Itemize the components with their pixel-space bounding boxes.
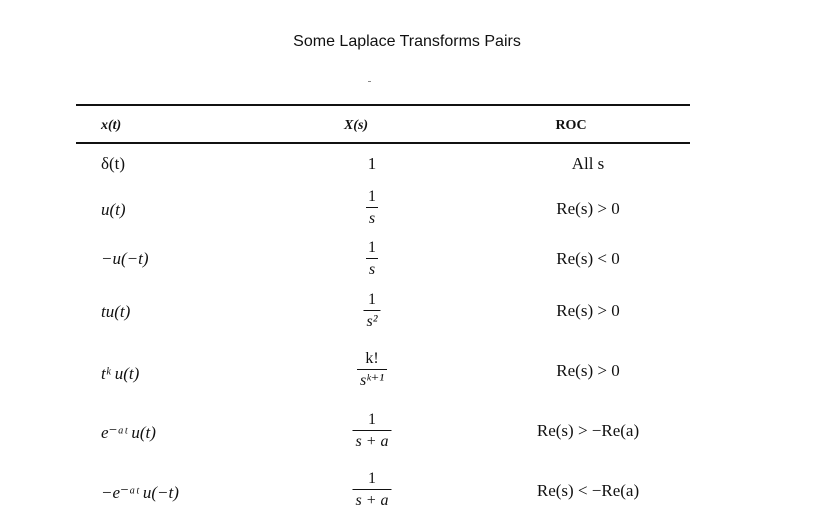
header-roc: ROC — [555, 118, 587, 133]
row-2-X — [365, 237, 379, 278]
row-2-numerator: 1 — [368, 239, 376, 256]
header-x: x(t) — [101, 118, 122, 133]
row-4-numerator: k! — [365, 350, 379, 367]
row-1-x: u(t) — [101, 200, 126, 219]
row-3-numerator: 1 — [368, 291, 376, 308]
row-6-denominator: s + a — [352, 489, 391, 509]
row-4-x: tᵏ u(t) — [101, 364, 140, 383]
stray-mark — [368, 81, 371, 82]
row-2-x: −u(−t) — [101, 249, 149, 268]
row-3-x: tu(t) — [101, 302, 131, 321]
page-title: Some Laplace Transforms Pairs — [293, 33, 521, 50]
row-0-roc: All s — [571, 154, 605, 173]
row-5-denominator: s + a — [352, 430, 391, 450]
row-2-roc: Re(s) < 0 — [556, 249, 620, 268]
row-3-X — [363, 289, 380, 330]
header-X: X(s) — [343, 118, 369, 133]
row-6-x: −e⁻ᵃᵗ u(−t) — [101, 483, 179, 502]
row-4-fraction — [357, 351, 387, 389]
row-0-X: 1 — [367, 154, 377, 173]
table-header-rule — [76, 142, 690, 144]
row-6-fraction — [352, 471, 391, 509]
row-5-X — [352, 409, 391, 450]
table-top-rule — [76, 104, 690, 106]
row-3-denominator: s² — [363, 310, 380, 330]
row-6-roc: Re(s) < −Re(a) — [536, 481, 640, 500]
row-2-fraction — [365, 240, 379, 278]
row-0-x: δ(t) — [101, 154, 126, 173]
row-1-denominator: s — [366, 207, 378, 227]
row-5-numerator: 1 — [368, 411, 376, 428]
row-4-denominator: sᵏ⁺¹ — [357, 369, 387, 389]
row-2-denominator: s — [366, 258, 378, 278]
row-4-roc: Re(s) > 0 — [556, 361, 620, 380]
row-5-x: e⁻ᵃᵗ u(t) — [101, 423, 156, 442]
row-6-numerator: 1 — [368, 470, 376, 487]
row-1-fraction — [365, 189, 379, 227]
row-5-roc: Re(s) > −Re(a) — [536, 421, 640, 440]
row-3-fraction — [363, 292, 380, 330]
row-5-fraction — [352, 412, 391, 450]
row-3-roc: Re(s) > 0 — [556, 301, 620, 320]
row-1-X — [365, 186, 379, 227]
row-1-numerator: 1 — [368, 188, 376, 205]
row-1-roc: Re(s) > 0 — [556, 199, 620, 218]
row-6-X — [352, 468, 391, 509]
row-4-X — [357, 348, 387, 389]
